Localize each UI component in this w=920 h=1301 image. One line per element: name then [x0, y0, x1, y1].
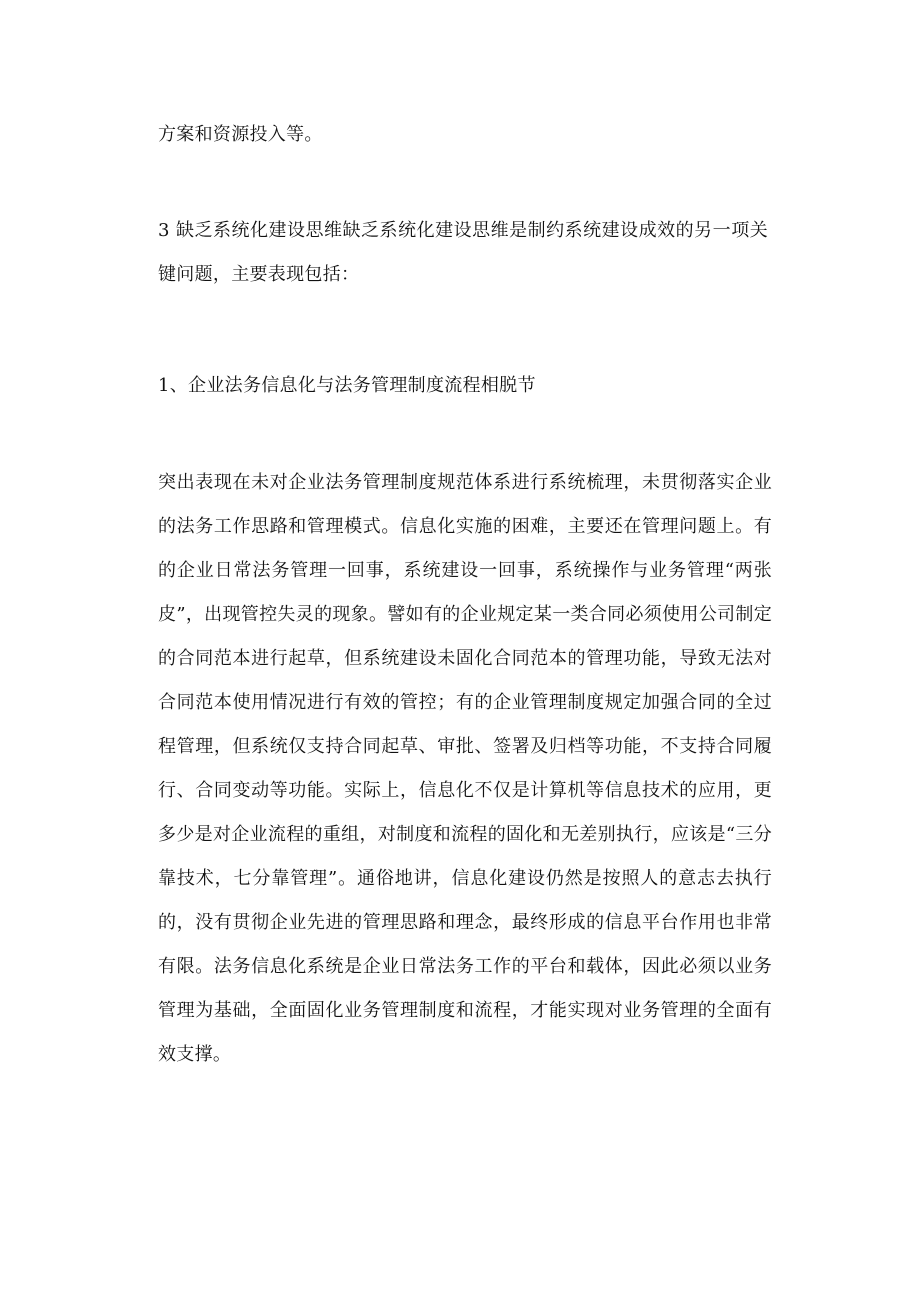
paragraph-section-heading: 3 缺乏系统化建设思维缺乏系统化建设思维是制约系统建设成效的另一项关键问题，主要表现包括： [158, 220, 768, 285]
paragraph-subheading: 1、企业法务信息化与法务管理制度流程相脱节 [158, 375, 536, 396]
paragraph-body: 突出表现在未对企业法务管理制度规范体系进行系统梳理，未贯彻落实企业的法务工作思路和管理模式。信息化实施的困难，主要还在管理问题上。有的企业日常法务管理一回事，系统建设一回事，系统操作与业务管理“两张皮”，出现管控失灵的现象。譬如有的企业规定某一类合同必须使用公司制定的合同范本进行起草，但系统建设未固化合同范本的管理功能，导致无法对合同范本使用情况进行有效的管控；有的企业管理制度规定加强合同的全过程管理，但系统仅支持合同起草、审批、签署及归档等功能，不支持合同履行、合同变动等功能。实际上，信息化不仅是计算机等信息技术的应用，更多少是对企业流程的重组，对制度和流程的固化和无差别执行，应该是“三分靠技术，七分靠管理”。通俗地讲，信息化建设仍然是按照人的意志去执行的，没有贯彻企业先进的管理思路和理念，最终形成的信息平台作用也非常有限。法务信息化系统是企业日常法务工作的平台和载体，因此必须以业务管理为基础，全面固化业务管理制度和流程，才能实现对业务管理的全面有效支撑。 [158, 472, 772, 1065]
paragraph-continuation: 方案和资源投入等。 [158, 124, 323, 145]
